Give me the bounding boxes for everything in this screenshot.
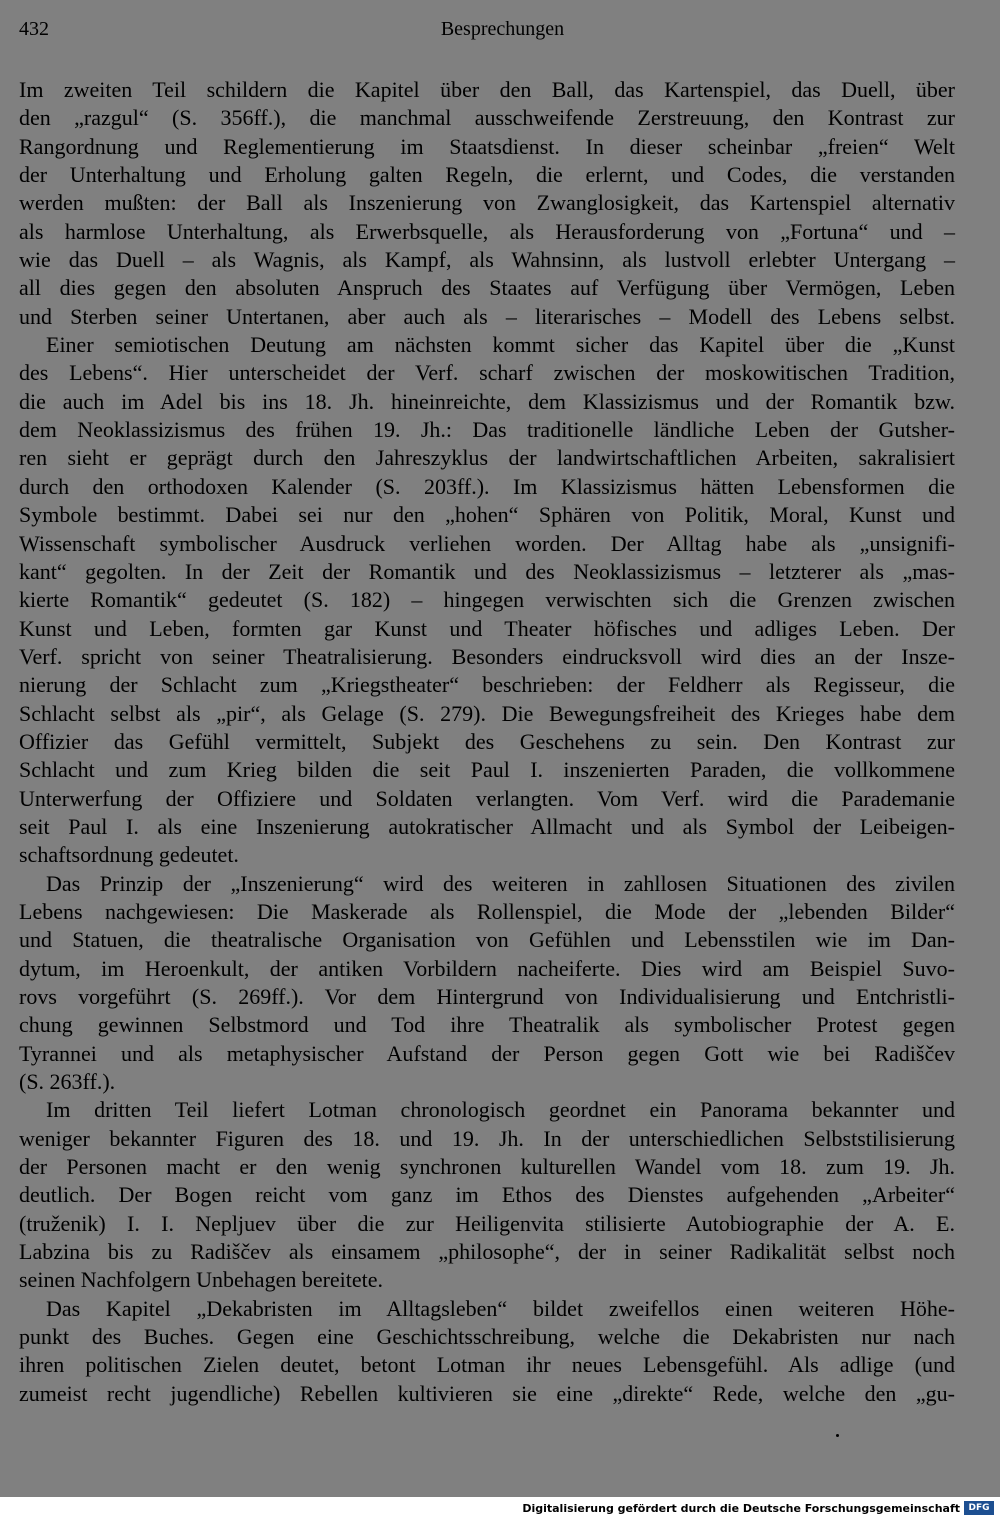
text-line: (truženik) I. I. Nepljuev über die zur Heiligenvita stilisierte Autobiographie der A. E. [19, 1210, 955, 1236]
text-line: dytum, im Heroenkult, der antiken Vorbildern nacheiferte. Dies wird am Beispiel Suvo- [19, 955, 955, 981]
text-line: Labzina bis zu Radiščev als einsamem „philosophe“, der in seiner Radikalität selbst noch [19, 1239, 955, 1265]
text-line: chung gewinnen Selbstmord und Tod ihre Theatralik als symbolischer Protest gegen [19, 1012, 955, 1038]
text-line: durch den orthodoxen Kalender (S. 203ff.). Im Klassizismus hätten Lebensformen die [19, 473, 955, 499]
text-line: ihren politischen Zielen deutet, betont Lotman ihr neues Lebensgefühl. Als adlige (und [19, 1352, 955, 1378]
text-line: Kunst und Leben, formten gar Kunst und Theater höfisches und adliges Leben. Der [19, 615, 955, 641]
body-text [19, 76, 955, 1408]
text-line: Im dritten Teil liefert Lotman chronologisch geordnet ein Panorama bekannter und [46, 1097, 955, 1123]
text-line: seinen Nachfolgern Unbehagen bereitete. [19, 1267, 384, 1293]
page-number: 432 [19, 18, 49, 40]
text-line: und Statuen, die theatralische Organisation von Gefühlen und Lebensstilen wie im Dan- [19, 927, 955, 953]
text-line: Lebens nachgewiesen: Die Maskerade als Rollenspiel, die Mode der „lebenden Bilder“ [19, 898, 955, 924]
text-line: kant“ gegolten. In der Zeit der Romantik und des Neoklassizismus – letzterer als „mas- [19, 558, 955, 584]
text-line: Das Kapitel „Dekabristen im Alltagsleben“ bildet zweifellos einen weiteren Höhe- [46, 1295, 955, 1321]
text-line: all dies gegen den absoluten Anspruch des Staates auf Verfügung über Vermögen, Leben [19, 275, 955, 301]
text-line: des Lebens“. Hier unterscheidet der Verf. scharf zwischen der moskowitischen Tradition, [19, 360, 955, 386]
text-line: der Unterhaltung und Erholung galten Regeln, die erlernt, und Codes, die verstanden [19, 162, 955, 188]
text-line: als harmlose Unterhaltung, als Erwerbsquelle, als Herausforderung von „Fortuna“ und – [19, 218, 955, 244]
text-line: dem Neoklassizismus des frühen 19. Jh.: Das traditionelle ländliche Leben der Gutsher- [19, 417, 955, 443]
text-line: Symbole bestimmt. Dabei sei nur den „hohen“ Sphären von Politik, Moral, Kunst und [19, 502, 955, 528]
text-line: Schlacht und zum Krieg bilden die seit Paul I. inszenierten Paraden, die vollkommene [19, 757, 955, 783]
text-line: die auch im Adel bis ins 18. Jh. hineinreichte, dem Klassizismus und der Romantik bzw. [19, 388, 955, 414]
text-line: ren sieht er geprägt durch den Jahreszyklus der landwirtschaftlichen Arbeiten, sakralisiert [19, 445, 955, 471]
text-line: seit Paul I. als eine Inszenierung autokratischer Allmacht und als Symbol der Leibeigen- [19, 813, 955, 839]
text-line: schaftsordnung gedeutet. [19, 842, 239, 868]
footer-credit: Digitalisierung gefördert durch die Deutsche Forschungsgemeinschaft [522, 1502, 960, 1515]
scan-speck [836, 1434, 839, 1437]
text-line: Einer semiotischen Deutung am nächsten kommt sicher das Kapitel über die „Kunst [46, 332, 955, 358]
text-line: Rangordnung und Reglementierung im Staatsdienst. In dieser scheinbar „freien“ Welt [19, 133, 955, 159]
text-line: der Personen macht er den wenig synchronen kulturellen Wandel vom 18. zum 19. Jh. [19, 1154, 955, 1180]
text-line: rovs vorgeführt (S. 269ff.). Vor dem Hintergrund von Individualisierung und Entchristli- [19, 984, 955, 1009]
text-line: Wissenschaft symbolischer Ausdruck verliehen worden. Der Alltag habe als „unsignifi- [19, 530, 955, 556]
text-line: deutlich. Der Bogen reicht vom ganz im Ethos des Dienstes aufgehenden „Arbeiter“ [19, 1182, 955, 1208]
dfg-logo: DFG [964, 1501, 994, 1515]
text-line: den „razgul“ (S. 356ff.), die manchmal ausschweifende Zerstreuung, den Kontrast zur [19, 105, 955, 131]
text-line: Tyrannei und als metaphysischer Aufstand der Person gegen Gott wie bei Radiščev [19, 1040, 955, 1066]
text-line: Schlacht selbst als „pir“, als Gelage (S. 279). Die Bewegungsfreiheit des Krieges habe dem [19, 700, 955, 726]
text-line: nierung der Schlacht zum „Kriegstheater“ beschrieben: der Feldherr als Regisseur, die [19, 672, 955, 698]
text-line: zumeist recht jugendliche) Rebellen kultivieren sie eine „direkte“ Rede, welche den „gu- [19, 1380, 955, 1406]
text-line: punkt des Buches. Gegen eine Geschichtsschreibung, welche die Dekabristen nur nach [19, 1324, 955, 1350]
text-line: Unterwerfung der Offiziere und Soldaten verlangten. Vom Verf. wird die Parademanie [19, 785, 955, 811]
running-title: Besprechungen [440, 18, 565, 40]
text-line: Im zweiten Teil schildern die Kapitel über den Ball, das Kartenspiel, das Duell, über [19, 77, 955, 102]
text-line: Das Prinzip der „Inszenierung“ wird des weiteren in zahllosen Situationen des zivilen [46, 870, 955, 896]
text-line: wie das Duell – als Wagnis, als Kampf, als Wahnsinn, als lustvoll erlebter Untergang – [19, 247, 955, 273]
text-line: und Sterben seiner Untertanen, aber auch als – literarisches – Modell des Lebens selbst. [19, 303, 955, 329]
text-line: werden mußten: der Ball als Inszenierung von Zwanglosigkeit, das Kartenspiel alternativ [19, 190, 955, 216]
text-line: kierte Romantik“ gedeutet (S. 182) – hingegen verwischten sich die Grenzen zwischen [19, 587, 955, 613]
text-line: weniger bekannter Figuren des 18. und 19. Jh. In der unterschiedlichen Selbststilisierung [19, 1125, 955, 1151]
running-head [19, 18, 956, 48]
text-line: (S. 263ff.). [19, 1069, 116, 1095]
text-line: Offizier das Gefühl vermittelt, Subjekt des Geschehens zu sein. Den Kontrast zur [19, 728, 955, 754]
digitization-footer [0, 1497, 1000, 1520]
text-line: Verf. spricht von seiner Theatralisierung. Besonders eindrucksvoll wird dies an der Insze- [19, 643, 955, 669]
